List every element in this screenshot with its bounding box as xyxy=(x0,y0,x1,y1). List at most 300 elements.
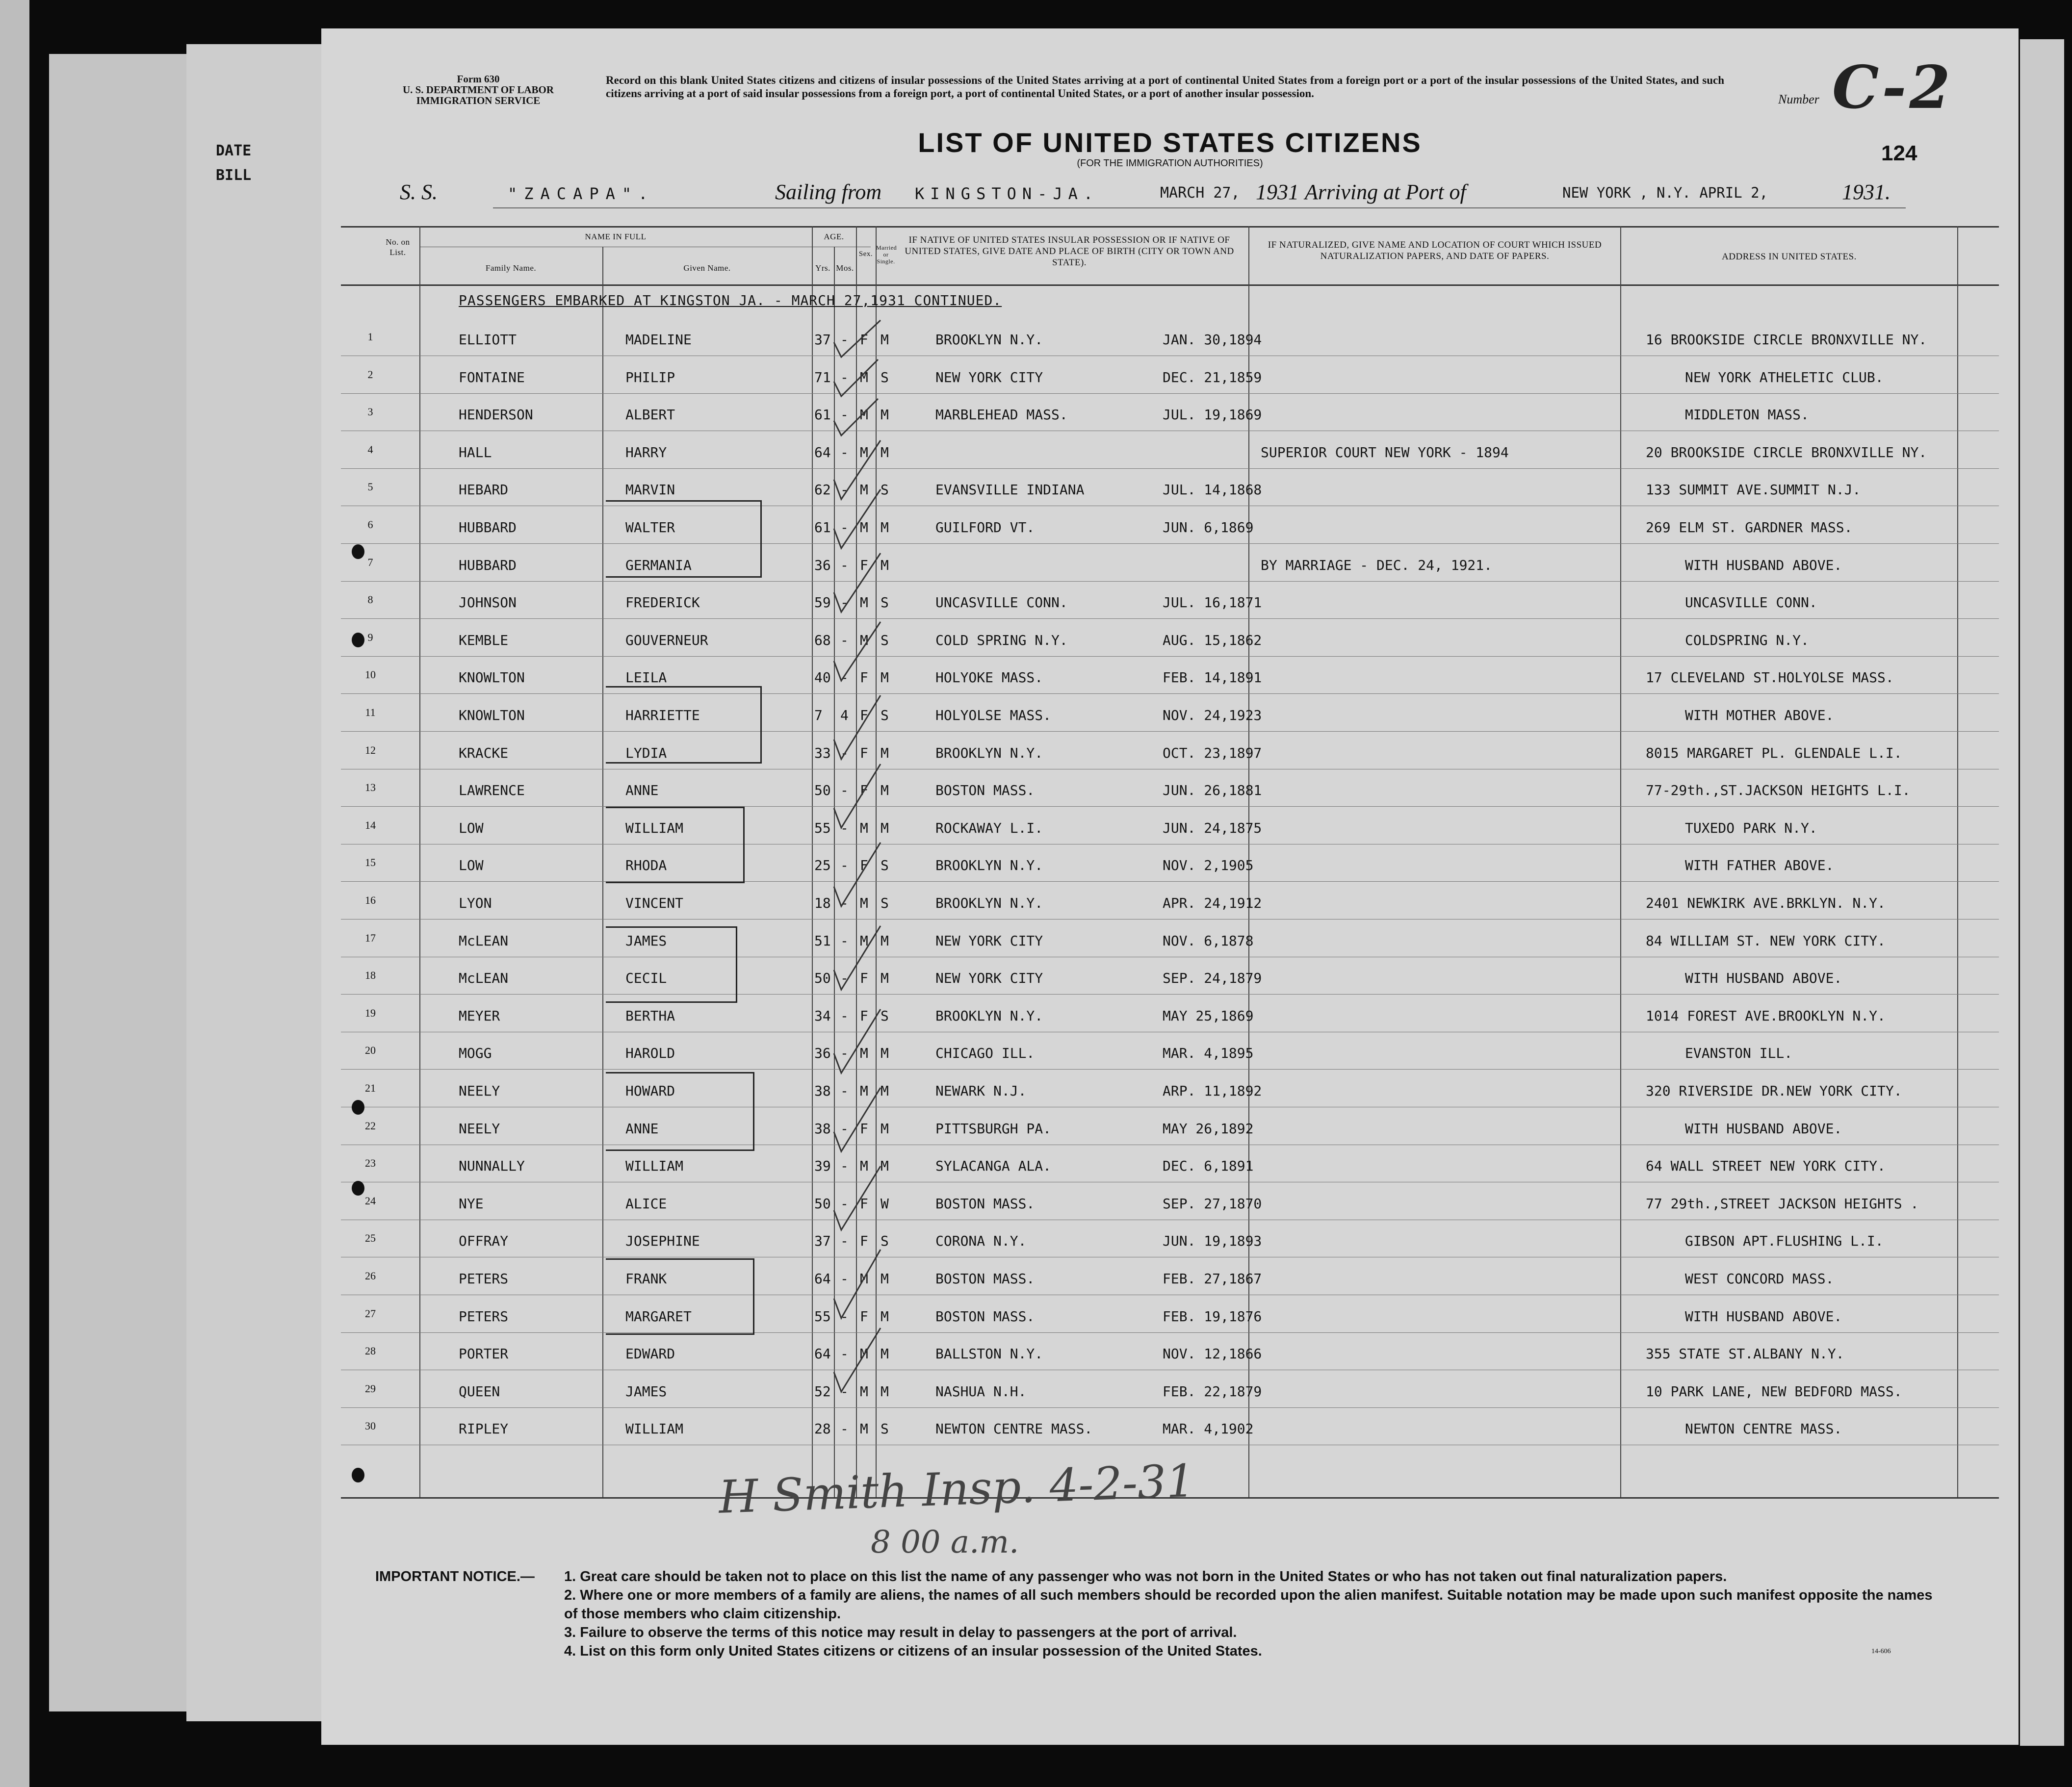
table-top-rule xyxy=(341,226,1999,228)
birth-date: NOV. 12,1866 xyxy=(1163,1346,1262,1362)
given-name: HOWARD xyxy=(625,1083,675,1099)
inspector-checkmarks xyxy=(827,318,905,1446)
us-address: WEST CONCORD MASS. xyxy=(1685,1271,1834,1287)
age-months: - xyxy=(840,1346,849,1362)
inspection-time: 8 00 a.m. xyxy=(871,1524,1019,1560)
birth-date: MAR. 4,1902 xyxy=(1163,1421,1254,1437)
age-years: 55 xyxy=(814,819,831,836)
birth-place: BOSTON MASS. xyxy=(935,1271,1035,1287)
age-months: - xyxy=(840,1045,849,1062)
family-name: NEELY xyxy=(459,1083,500,1099)
given-name: GOUVERNEUR xyxy=(625,632,708,648)
marital-status: S xyxy=(881,707,889,723)
notice-item-3: 3. Failure to observe the terms of this notice may result in delay to passengers at the port of arrival. xyxy=(564,1625,1237,1640)
us-address: EVANSTON ILL. xyxy=(1685,1045,1793,1062)
age-months: - xyxy=(840,1007,849,1024)
given-name: WILLIAM xyxy=(625,1421,684,1437)
binder-hole xyxy=(352,1468,364,1482)
age-months: - xyxy=(840,519,849,536)
table-row xyxy=(321,1220,2019,1257)
header-birthplace: IF NATIVE OF UNITED STATES INSULAR POSSESSION OR IF NATIVE OF UNITED STATES, GIVE DATE AND PLACE OF BIRTH (CITY OR TOWN AND STATE). xyxy=(905,235,1234,268)
birth-place: NEW YORK CITY xyxy=(935,932,1043,949)
right-page-edge xyxy=(2020,39,2064,1746)
age-months: 4 xyxy=(840,707,849,723)
marital-status: M xyxy=(881,1383,889,1400)
instructions: Record on this blank United States citizens and citizens of insular possessions of the United States arriving at a port of continental United States from a foreign port or a port of the insular possessions of the United States, and such citizens arriving at a port of said insular possessions from a foreign port, a port of continental United States, or a port of another insular possession. xyxy=(606,74,1724,100)
birth-date: FEB. 19,1876 xyxy=(1163,1308,1262,1325)
given-name: FREDERICK xyxy=(625,594,700,611)
age-months: - xyxy=(840,332,849,348)
family-name: HUBBARD xyxy=(459,519,517,536)
ss-label: S. S. xyxy=(400,180,438,204)
marital-status: M xyxy=(881,782,889,799)
marital-status: S xyxy=(881,482,889,498)
birth-place: BOSTON MASS. xyxy=(935,782,1035,799)
marital-status: M xyxy=(881,332,889,348)
sex: M xyxy=(860,1271,868,1287)
marital-status: M xyxy=(881,970,889,987)
birth-place: BROOKLYN N.Y. xyxy=(935,1007,1043,1024)
header-mos: Mos. xyxy=(836,263,854,273)
sex: M xyxy=(860,819,868,836)
given-name: JOSEPHINE xyxy=(625,1233,700,1250)
birth-place: BROOKLYN N.Y. xyxy=(935,895,1043,911)
row-number: 9 xyxy=(367,631,373,643)
age-years: 7 xyxy=(814,707,823,723)
table-row xyxy=(321,657,2019,694)
age-years: 37 xyxy=(814,332,831,348)
sailing-from: KINGSTON-JA. xyxy=(915,184,1099,203)
age-years: 34 xyxy=(814,1007,831,1024)
birth-date: JUN. 26,1881 xyxy=(1163,782,1262,799)
us-address: WITH MOTHER ABOVE. xyxy=(1685,707,1834,723)
sex: M xyxy=(860,1383,868,1400)
family-bracket xyxy=(606,807,745,883)
sex: M xyxy=(860,632,868,648)
birth-place: ROCKAWAY L.I. xyxy=(935,819,1043,836)
marital-status: S xyxy=(881,857,889,874)
age-years: 38 xyxy=(814,1083,831,1099)
row-number: 16 xyxy=(365,894,376,906)
birth-date: MAR. 4,1895 xyxy=(1163,1045,1254,1062)
sex: F xyxy=(860,744,868,761)
marital-status: M xyxy=(881,1346,889,1362)
family-name: OFFRAY xyxy=(459,1233,509,1250)
row-number: 14 xyxy=(365,818,376,831)
sex: F xyxy=(860,1308,868,1325)
family-name: HENDERSON xyxy=(459,407,533,423)
row-number: 12 xyxy=(365,743,376,756)
header-sex: Sex. xyxy=(858,250,873,258)
birth-place: NEW YORK CITY xyxy=(935,369,1043,385)
given-name: HAROLD xyxy=(625,1045,675,1062)
birth-date: JUN. 6,1869 xyxy=(1163,519,1254,536)
row-number: 2 xyxy=(367,368,373,381)
birth-place: BROOKLYN N.Y. xyxy=(935,332,1043,348)
age-years: 68 xyxy=(814,632,831,648)
form-number: Form 630 xyxy=(457,73,500,85)
age-months: - xyxy=(840,482,849,498)
family-name: McLEAN xyxy=(459,970,509,987)
header-given-name: Given Name. xyxy=(683,263,731,273)
table-row xyxy=(321,507,2019,544)
row-number: 25 xyxy=(365,1232,376,1245)
birth-date: MAY 26,1892 xyxy=(1163,1120,1254,1137)
family-name: KNOWLTON xyxy=(459,707,525,723)
age-years: 18 xyxy=(814,895,831,911)
row-number: 27 xyxy=(365,1307,376,1320)
row-number: 26 xyxy=(365,1270,376,1282)
table-row xyxy=(321,957,2019,995)
family-name: NUNNALLY xyxy=(459,1158,525,1174)
age-months: - xyxy=(840,1120,849,1137)
marital-status: M xyxy=(881,1083,889,1099)
table-row xyxy=(321,619,2019,657)
us-address: 17 CLEVELAND ST.HOLYOLSE MASS. xyxy=(1646,669,1894,686)
age-months: - xyxy=(840,782,849,799)
age-years: 52 xyxy=(814,1383,831,1400)
row-number: 15 xyxy=(365,856,376,869)
row-number: 1 xyxy=(367,331,373,343)
sex: M xyxy=(860,519,868,536)
family-bracket xyxy=(606,686,762,764)
birth-place: SYLACANGA ALA. xyxy=(935,1158,1052,1174)
given-name: WILLIAM xyxy=(625,1158,684,1174)
given-name: HARRY xyxy=(625,444,667,460)
us-address: 269 ELM ST. GARDNER MASS. xyxy=(1646,519,1853,536)
header-age: AGE. xyxy=(824,232,844,241)
marital-status: S xyxy=(881,1233,889,1250)
sex: M xyxy=(860,1045,868,1062)
age-months: - xyxy=(840,444,849,460)
family-name: LOW xyxy=(459,819,484,836)
age-years: 38 xyxy=(814,1120,831,1137)
marital-status: M xyxy=(881,1308,889,1325)
family-name: ELLIOTT xyxy=(459,332,517,348)
us-address: UNCASVILLE CONN. xyxy=(1685,594,1817,611)
us-address: 2401 NEWKIRK AVE.BRKLYN. N.Y. xyxy=(1646,895,1886,911)
marital-status: M xyxy=(881,744,889,761)
row-number: 4 xyxy=(367,443,373,456)
age-months: - xyxy=(840,857,849,874)
table-row xyxy=(321,1258,2019,1295)
continued-line: PASSENGERS EMBARKED AT KINGSTON JA. - MARCH 27,1931 CONTINUED. xyxy=(459,292,1002,308)
sex: M xyxy=(860,369,868,385)
header-bottom-rule xyxy=(341,284,1999,286)
binder-hole xyxy=(352,1100,364,1115)
us-address: TUXEDO PARK N.Y. xyxy=(1685,819,1817,836)
age-months: - xyxy=(840,369,849,385)
given-name: MARVIN xyxy=(625,482,675,498)
age-months: - xyxy=(840,594,849,611)
table-row xyxy=(321,1032,2019,1070)
us-address: 20 BROOKSIDE CIRCLE BRONXVILLE NY. xyxy=(1646,444,1927,460)
given-name: CECIL xyxy=(625,970,667,987)
given-name: FRANK xyxy=(625,1271,667,1287)
family-name: JOHNSON xyxy=(459,594,517,611)
header-address: ADDRESS IN UNITED STATES. xyxy=(1722,252,1857,262)
arriving-port: NEW YORK , N.Y. APRIL 2, xyxy=(1562,184,1768,201)
age-years: 59 xyxy=(814,594,831,611)
age-months: - xyxy=(840,932,849,949)
department: U. S. DEPARTMENT OF LABOR xyxy=(402,84,554,96)
page-subtitle: (FOR THE IMMIGRATION AUTHORITIES) xyxy=(1077,158,1263,169)
marital-status: S xyxy=(881,594,889,611)
table-row xyxy=(321,469,2019,506)
age-months: - xyxy=(840,632,849,648)
family-name: NEELY xyxy=(459,1120,500,1137)
sailing-label: Sailing from xyxy=(775,180,882,204)
birth-date: DEC. 6,1891 xyxy=(1163,1158,1254,1174)
number-value: C-2 xyxy=(1832,53,1953,122)
us-address: WITH FATHER ABOVE. xyxy=(1685,857,1834,874)
us-address: NEW YORK ATHELETIC CLUB. xyxy=(1685,369,1884,385)
us-address: 64 WALL STREET NEW YORK CITY. xyxy=(1646,1158,1886,1174)
binder-hole xyxy=(352,1181,364,1196)
family-name: KRACKE xyxy=(459,744,509,761)
row-number: 6 xyxy=(367,518,373,531)
given-name: WILLIAM xyxy=(625,819,684,836)
row-number: 20 xyxy=(365,1044,376,1057)
birth-date: JUL. 19,1869 xyxy=(1163,407,1262,423)
age-years: 40 xyxy=(814,669,831,686)
birth-place: NEWTON CENTRE MASS. xyxy=(935,1421,1093,1437)
table-row xyxy=(321,432,2019,469)
header-name-in-full: NAME IN FULL xyxy=(585,232,647,241)
birth-date: FEB. 14,1891 xyxy=(1163,669,1262,686)
us-address: COLDSPRING N.Y. xyxy=(1685,632,1809,648)
margin-note-date: DATE xyxy=(216,142,252,159)
family-name: MOGG xyxy=(459,1045,492,1062)
table-row xyxy=(321,1070,2019,1107)
table-row xyxy=(321,807,2019,844)
table-row xyxy=(321,732,2019,769)
given-name: ALICE xyxy=(625,1195,667,1212)
age-months: - xyxy=(840,1271,849,1287)
birth-date: NOV. 6,1878 xyxy=(1163,932,1254,949)
us-address: WITH HUSBAND ABOVE. xyxy=(1685,557,1842,573)
sex: M xyxy=(860,1346,868,1362)
row-number: 17 xyxy=(365,931,376,944)
age-years: 50 xyxy=(814,970,831,987)
naturalization: BY MARRIAGE - DEC. 24, 1921. xyxy=(1261,557,1493,573)
row-number: 18 xyxy=(365,969,376,982)
age-months: - xyxy=(840,1158,849,1174)
table-row xyxy=(321,844,2019,882)
notice-item-2: 2. Where one or more members of a family are aliens, the names of all such members should be recorded upon the alien manifest. Suitable notation may be made upon such manifest opposite the names of those members who claim citizenship. xyxy=(564,1587,1933,1622)
header-yrs: Yrs. xyxy=(815,263,830,273)
arriving-label: Arriving at Port of xyxy=(1305,180,1466,204)
ship-line-rule xyxy=(493,207,1906,208)
age-months: - xyxy=(840,1308,849,1325)
birth-date: FEB. 22,1879 xyxy=(1163,1383,1262,1400)
sex: M xyxy=(860,1083,868,1099)
marital-status: S xyxy=(881,895,889,911)
sailing-year: 1931 xyxy=(1256,180,1299,204)
table-row xyxy=(321,1333,2019,1370)
birth-date: SEP. 27,1870 xyxy=(1163,1195,1262,1212)
age-years: 64 xyxy=(814,444,831,460)
us-address: MIDDLETON MASS. xyxy=(1685,407,1809,423)
family-bracket xyxy=(606,926,737,1003)
birth-place: NASHUA N.H. xyxy=(935,1383,1027,1400)
marital-status: M xyxy=(881,407,889,423)
family-name: HUBBARD xyxy=(459,557,517,573)
us-address: 77-29th.,ST.JACKSON HEIGHTS L.I. xyxy=(1646,782,1911,799)
family-name: McLEAN xyxy=(459,932,509,949)
age-months: - xyxy=(840,1233,849,1250)
family-bracket xyxy=(606,1072,754,1151)
sex: M xyxy=(860,444,868,460)
family-name: FONTAINE xyxy=(459,369,525,385)
sex: F xyxy=(860,707,868,723)
ship-name: "ZACAPA". xyxy=(508,184,655,203)
age-years: 28 xyxy=(814,1421,831,1437)
birth-place: CORONA N.Y. xyxy=(935,1233,1027,1250)
sex: F xyxy=(860,669,868,686)
given-name: PHILIP xyxy=(625,369,675,385)
us-address: 77 29th.,STREET JACKSON HEIGHTS . xyxy=(1646,1195,1919,1212)
birth-place: BROOKLYN N.Y. xyxy=(935,744,1043,761)
table-row xyxy=(321,1371,2019,1408)
table-row xyxy=(321,769,2019,807)
row-number: 5 xyxy=(367,481,373,493)
sex: F xyxy=(860,970,868,987)
row-number: 28 xyxy=(365,1345,376,1357)
age-months: - xyxy=(840,819,849,836)
row-number: 11 xyxy=(365,706,376,718)
table-row xyxy=(321,1183,2019,1220)
naturalization: SUPERIOR COURT NEW YORK - 1894 xyxy=(1261,444,1509,460)
age-years: 39 xyxy=(814,1158,831,1174)
birth-date: MAY 25,1869 xyxy=(1163,1007,1254,1024)
age-months: - xyxy=(840,669,849,686)
sheet-number: 124 xyxy=(1881,141,1917,165)
birth-place: BALLSTON N.Y. xyxy=(935,1346,1043,1362)
sex: M xyxy=(860,1158,868,1174)
marital-status: M xyxy=(881,1045,889,1062)
table-row xyxy=(321,995,2019,1032)
birth-place: BOSTON MASS. xyxy=(935,1195,1035,1212)
age-years: 61 xyxy=(814,407,831,423)
age-months: - xyxy=(840,895,849,911)
birth-date: AUG. 15,1862 xyxy=(1163,632,1262,648)
age-months: - xyxy=(840,744,849,761)
birth-place: BROOKLYN N.Y. xyxy=(935,857,1043,874)
page-title: LIST OF UNITED STATES CITIZENS xyxy=(918,127,1422,158)
birth-date: APR. 24,1912 xyxy=(1163,895,1262,911)
family-name: HALL xyxy=(459,444,492,460)
row-number: 22 xyxy=(365,1119,376,1132)
us-address: WITH HUSBAND ABOVE. xyxy=(1685,1120,1842,1137)
us-address: 84 WILLIAM ST. NEW YORK CITY. xyxy=(1646,932,1886,949)
age-years: 64 xyxy=(814,1346,831,1362)
age-years: 51 xyxy=(814,932,831,949)
marital-status: M xyxy=(881,932,889,949)
sex: F xyxy=(860,1195,868,1212)
sex: F xyxy=(860,557,868,573)
birth-date: JUL. 14,1868 xyxy=(1163,482,1262,498)
age-years: 50 xyxy=(814,782,831,799)
given-name: ANNE xyxy=(625,1120,659,1137)
sex: M xyxy=(860,1421,868,1437)
age-years: 37 xyxy=(814,1233,831,1250)
sex: F xyxy=(860,857,868,874)
sex: M xyxy=(860,932,868,949)
marital-status: M xyxy=(881,557,889,573)
given-name: EDWARD xyxy=(625,1346,675,1362)
given-name: LEILA xyxy=(625,669,667,686)
age-years: 55 xyxy=(814,1308,831,1325)
age-months: - xyxy=(840,557,849,573)
form-code: 14-606 xyxy=(1871,1648,1891,1655)
us-address: 16 BROOKSIDE CIRCLE BRONXVILLE NY. xyxy=(1646,332,1927,348)
us-address: 1014 FOREST AVE.BROOKLYN N.Y. xyxy=(1646,1007,1886,1024)
family-name: LYON xyxy=(459,895,492,911)
sex: F xyxy=(860,1233,868,1250)
row-number: 19 xyxy=(365,1006,376,1019)
birth-date: JUN. 19,1893 xyxy=(1163,1233,1262,1250)
birth-place: MARBLEHEAD MASS. xyxy=(935,407,1068,423)
given-name: MARGARET xyxy=(625,1308,692,1325)
age-years: 61 xyxy=(814,519,831,536)
birth-place: UNCASVILLE CONN. xyxy=(935,594,1068,611)
birth-place: HOLYOKE MASS. xyxy=(935,669,1043,686)
family-name: LOW xyxy=(459,857,484,874)
us-address: 8015 MARGARET PL. GLENDALE L.I. xyxy=(1646,744,1902,761)
marital-status: M xyxy=(881,444,889,460)
family-name: NYE xyxy=(459,1195,484,1212)
given-name: MADELINE xyxy=(625,332,692,348)
family-name: QUEEN xyxy=(459,1383,500,1400)
table-row xyxy=(321,920,2019,957)
inspector-signature: H Smith Insp. 4-2-31 xyxy=(718,1455,1196,1524)
family-bracket xyxy=(606,500,762,578)
given-name: GERMANIA xyxy=(625,557,692,573)
birth-date: FEB. 27,1867 xyxy=(1163,1271,1262,1287)
age-months: - xyxy=(840,1383,849,1400)
family-name: LAWRENCE xyxy=(459,782,525,799)
birth-date: NOV. 2,1905 xyxy=(1163,857,1254,874)
family-name: PETERS xyxy=(459,1308,509,1325)
row-number: 10 xyxy=(365,668,376,681)
sex: F xyxy=(860,1007,868,1024)
family-bracket xyxy=(606,1258,754,1335)
given-name: VINCENT xyxy=(625,895,684,911)
us-address: 10 PARK LANE, NEW BEDFORD MASS. xyxy=(1646,1383,1902,1400)
sex: M xyxy=(860,482,868,498)
age-months: - xyxy=(840,407,849,423)
header-family-name: Family Name. xyxy=(485,263,537,273)
age-years: 36 xyxy=(814,1045,831,1062)
given-name: WALTER xyxy=(625,519,675,536)
family-name: PETERS xyxy=(459,1271,509,1287)
given-name: ALBERT xyxy=(625,407,675,423)
birth-place: NEWARK N.J. xyxy=(935,1083,1027,1099)
sex: F xyxy=(860,332,868,348)
left-page-edge xyxy=(0,0,29,1787)
given-name: LYDIA xyxy=(625,744,667,761)
table-row xyxy=(321,1108,2019,1145)
birth-place: HOLYOLSE MASS. xyxy=(935,707,1052,723)
family-name: KEMBLE xyxy=(459,632,509,648)
table-row xyxy=(321,319,2019,356)
row-number: 8 xyxy=(367,593,373,606)
arriving-year: 1931. xyxy=(1842,180,1891,204)
marital-status: S xyxy=(881,1007,889,1024)
family-name: KNOWLTON xyxy=(459,669,525,686)
table-row xyxy=(321,694,2019,732)
